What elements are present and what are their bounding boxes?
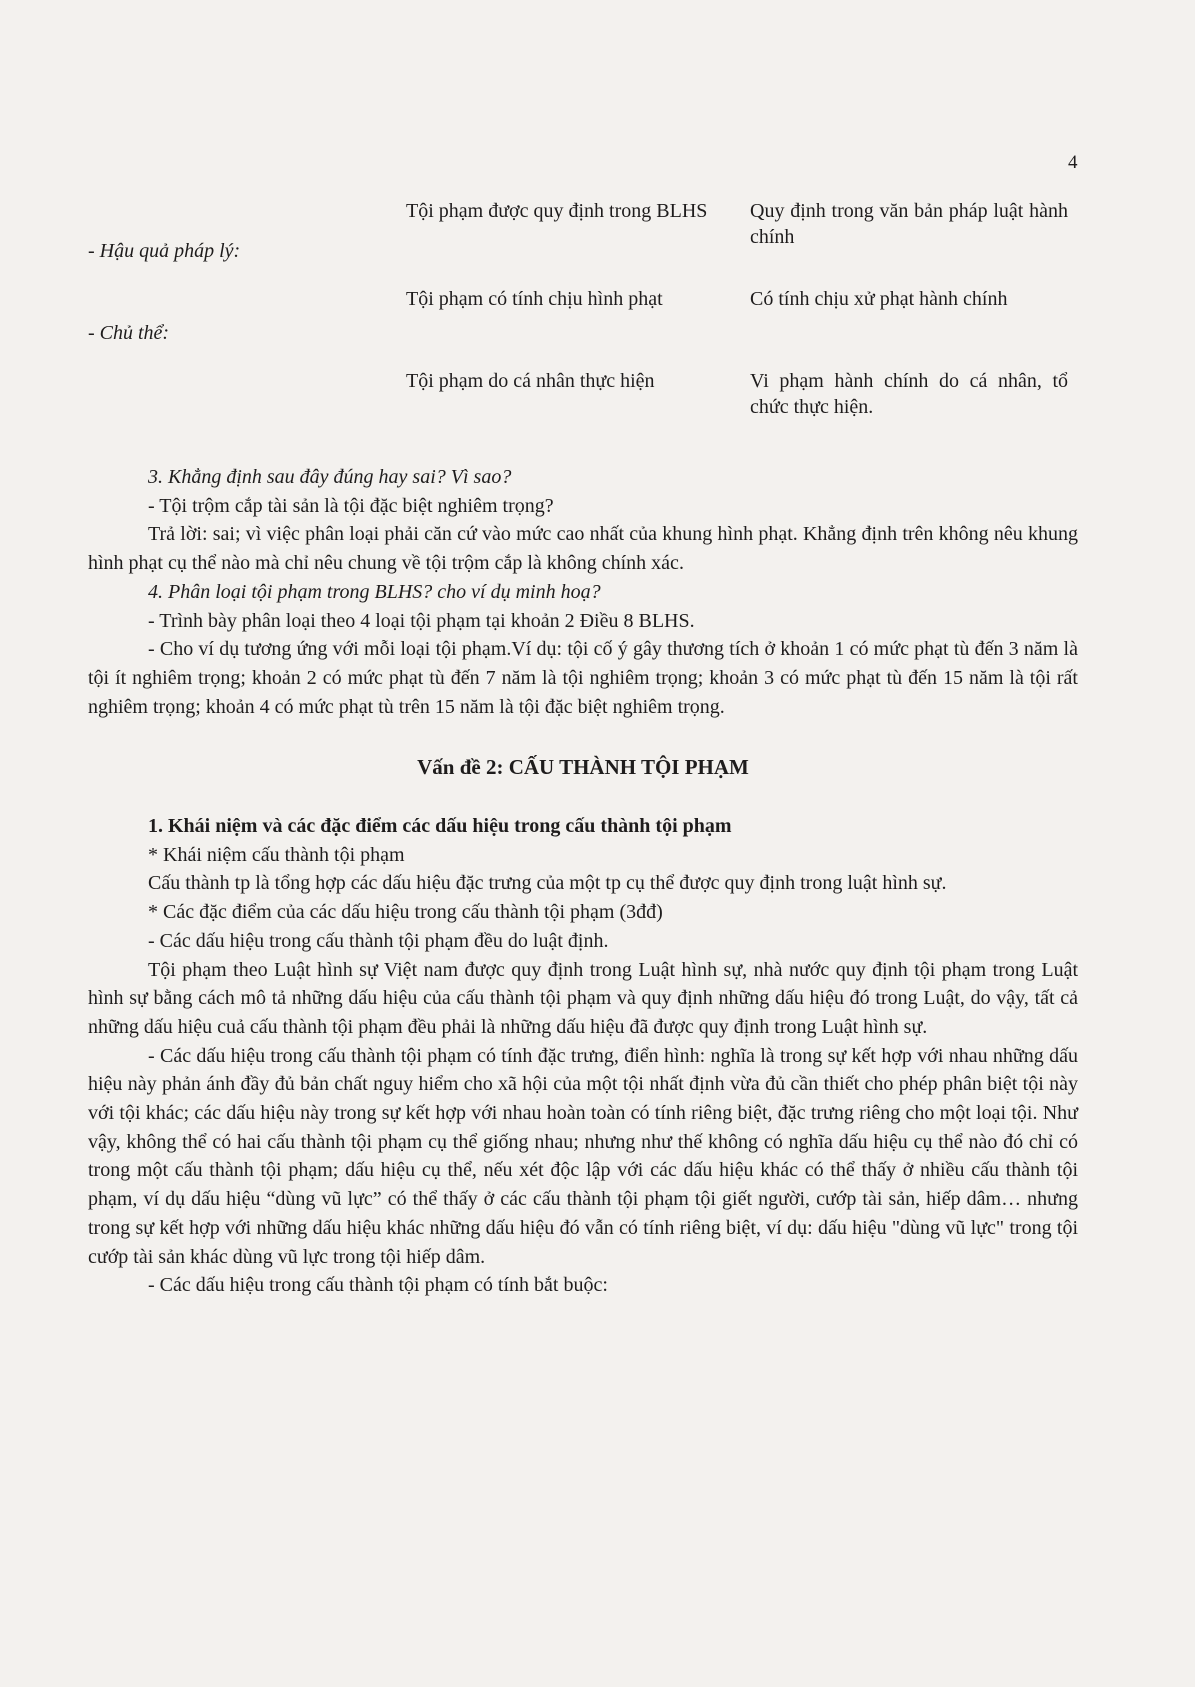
characteristic-3: - Các dấu hiệu trong cấu thành tội phạm có tính bắt buộc: <box>148 1274 608 1297</box>
question-3: 3. Khẳng định sau đây đúng hay sai? Vì sao? <box>148 466 512 488</box>
row-label-subject: - Chủ thể: <box>88 322 170 344</box>
bullet-concept: * Khái niệm cấu thành tội phạm <box>148 843 405 866</box>
row-right-cell: Có tính chịu xử phạt hành chính <box>750 288 1008 310</box>
row-left-cell: Tội phạm do cá nhân thực hiện <box>406 370 655 392</box>
concept-definition: Cấu thành tp là tổng hợp các dấu hiệu đặc trưng của một tp cụ thể được quy định trong luật hình sự. <box>148 872 947 895</box>
answer-4-point-1: - Trình bày phân loại theo 4 loại tội phạm tại khoản 2 Điều 8 BLHS. <box>148 609 695 632</box>
row-left-cell: Tội phạm được quy định trong BLHS <box>406 200 708 222</box>
subsection-heading: 1. Khái niệm và các đặc điểm các dấu hiệu trong cấu thành tội phạm <box>148 815 732 838</box>
characteristic-1: - Các dấu hiệu trong cấu thành tội phạm đều do luật định. <box>148 929 609 952</box>
section-heading: Vấn đề 2: CẤU THÀNH TỘI PHẠM <box>417 755 749 780</box>
question-3-statement: - Tội trộm cắp tài sản là tội đặc biệt nghiêm trọng? <box>148 494 554 517</box>
characteristic-1-detail: Tội phạm theo Luật hình sự Việt nam được quy định trong Luật hình sự, nhà nước quy định tội phạm trong Luật hình sự bằng cách mô tả những dấu hiệu của cấu thành tội phạm và quy định những dấu hiệu đó trong Luật, do vậy, tất cả những dấu hiệu cuả cấu thành tội phạm đều phải là những dấu hiệu đã được quy định trong Luật hình sự. <box>88 958 1078 1038</box>
row-right-cell: Quy định trong văn bản pháp luật hành chính <box>750 200 1068 248</box>
row-right-cell: Vi phạm hành chính do cá nhân, tổ chức thực hiện. <box>750 370 1068 418</box>
body-text <box>88 463 1078 1300</box>
answer-3: Trả lời: sai; vì việc phân loại phải căn cứ vào mức cao nhất của khung hình phạt. Khẳng định trên không nêu khung hình phạt cụ thể nào mà chỉ nêu chung về tội trộm cắp là không chính xác. <box>88 523 1078 575</box>
page-number: 4 <box>1068 152 1078 173</box>
characteristic-2: - Các dấu hiệu trong cấu thành tội phạm có tính đặc trưng, điển hình: nghĩa là trong sự kết hợp với nhau những dấu hiệu này phản ánh đầy đủ bản chất nguy hiểm cho xã hội của một tội nhất định vừa đủ cần thiết cho phép phân biệt tội này với tội khác; các dấu hiệu này trong sự kết hợp với nhau hoàn toàn có tính riêng biệt, đặc trưng riêng cho một loại tội. Như vậy, không thể có hai cấu thành tội phạm cụ thể giống nhau; nhưng như thế không có nghĩa dấu hiệu cụ thể nào đó chỉ có trong một cấu thành tội phạm; dấu hiệu cụ thể, nếu xét độc lập với các dấu hiệu khác có thể thấy ở nhiều cấu thành tội phạm, ví dụ dấu hiệu “dùng vũ lực” có thể thấy ở các cấu thành tội phạm tội giết người, cướp tài sản, hiếp dâm… nhưng trong sự kết hợp với những dấu hiệu khác những dấu hiệu đó vẫn có tính riêng biệt, ví dụ: dấu hiệu "dùng vũ lực" trong tội cướp tài sản khác dùng vũ lực trong tội hiếp dâm. <box>88 1044 1078 1268</box>
bullet-characteristics: * Các đặc điểm của các dấu hiệu trong cấu thành tội phạm (3đđ) <box>148 901 663 924</box>
row-label-legal-consequence: - Hậu quả pháp lý: <box>88 240 241 262</box>
question-4: 4. Phân loại tội phạm trong BLHS? cho ví dụ minh hoạ? <box>148 580 601 603</box>
answer-4-point-2: - Cho ví dụ tương ứng với mỗi loại tội phạm.Ví dụ: tội cố ý gây thương tích ở khoản 1 có mức phạt tù đến 3 năm là tội ít nghiêm trọng; khoản 2 có mức phạt tù đến 7 năm là tội nghiêm trọng; khoản 3 có mức phạt tù đến 15 năm là tội rất nghiêm trọng; khoản 4 có mức phạt tù trên 15 năm là tội đặc biệt nghiêm trọng. <box>88 638 1078 718</box>
row-left-cell: Tội phạm có tính chịu hình phạt <box>406 288 663 310</box>
